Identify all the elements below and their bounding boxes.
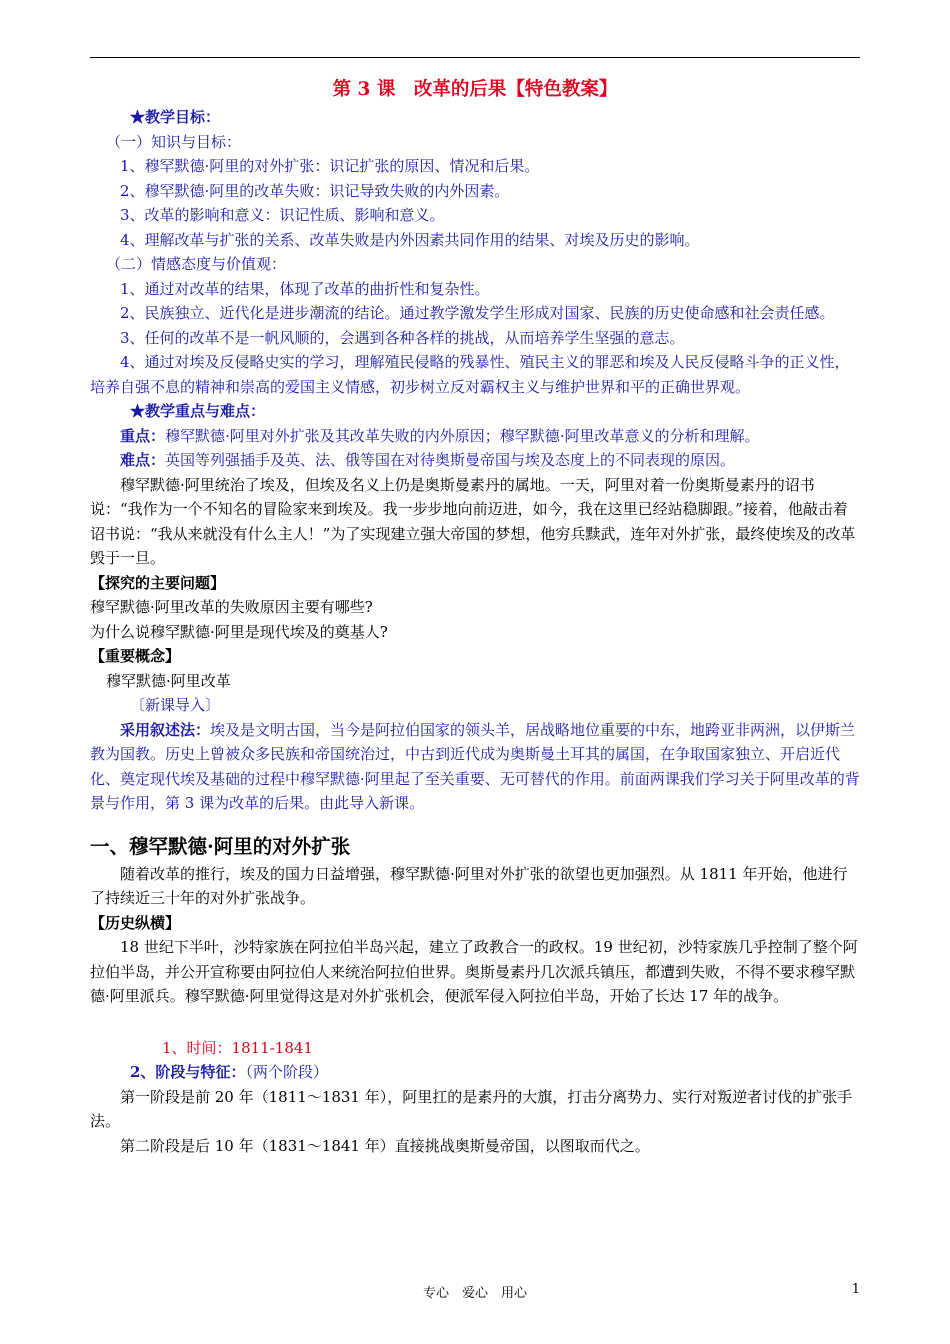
key-point-label: 重点： <box>120 426 166 445</box>
knowledge-item: 1、穆罕默德·阿里的对外扩张：识记扩张的原因、情况和后果。 <box>120 157 540 175</box>
difficult-point-label: 难点： <box>120 451 166 469</box>
spacer <box>90 816 860 832</box>
emotion-heading: （二）情感态度与价值观： <box>106 255 287 273</box>
narration-paragraph <box>90 718 860 816</box>
section-1-paragraph: 随着改革的推行，埃及的国力日益增强，穆罕默德·阿里对外扩张的欲望也更加强烈。从 1811 年开始，他进行了持续近三十年的对外扩张战争。 <box>90 864 848 907</box>
questions-heading: 【探究的主要问题】 <box>90 573 226 592</box>
knowledge-item: 4、理解改革与扩张的关系、改革失败是内外因素共同作用的结果、对埃及历史的影响。 <box>120 230 700 249</box>
concept-text: 穆罕默德·阿里改革 <box>106 671 231 690</box>
emotion-item: 3、任何的改革不是一帆风顺的，会遇到各种各样的挑战，从而培养学生坚强的意志。 <box>120 328 685 347</box>
difficult-point-text: 英国等列强插手及英、法、俄等国在对待奥斯曼帝国与埃及态度上的不同表现的原因。 <box>165 451 736 469</box>
key-point-paragraph <box>90 424 860 449</box>
history-heading: 【历史纵横】 <box>90 913 181 932</box>
footer-text: 专心 爱心 用心 <box>422 1286 527 1301</box>
key-point-text: 穆罕默德·阿里对外扩张及其改革失败的内外原因；穆罕默德·阿里改革意义的分析和理解。 <box>165 426 760 445</box>
key-points-heading: ★教学重点与难点： <box>130 402 266 420</box>
stage-label: 2、阶段与特征： <box>130 1063 246 1081</box>
new-lesson-label: 〔新课导入〕 <box>130 696 221 714</box>
time-line: 1、时间：1811-1841 <box>162 1038 313 1057</box>
stage-note: （两个阶段） <box>245 1063 328 1081</box>
spacer <box>90 1009 860 1036</box>
question-item: 为什么说穆罕默德·阿里是现代埃及的奠基人? <box>90 622 388 641</box>
document-title: 第 3 课 改革的后果【特色教案】 <box>332 79 618 100</box>
document-page <box>90 0 860 1344</box>
page-number: 1 <box>851 1282 860 1297</box>
knowledge-heading: （一）知识与目标： <box>106 132 242 151</box>
intro-paragraph: 穆罕默德·阿里统治了埃及，但埃及名义上仍是奥斯曼素丹的属地。一天，阿里对着一份奥斯曼素丹的诏书说：“我作为一个不知名的冒险家来到埃及。我一步步地向前迈进，如今，我在这里已经站稳脚跟。”接着，他敲击着诏书说：“我从来就没有什么主人！”为了实现建立强大帝国的梦想，他穷兵黩武，连年对外扩张，最终使埃及的改革毁于一旦。 <box>90 475 856 567</box>
stage-2-paragraph: 第二阶段是后 10 年（1831～1841 年）直接挑战奥斯曼帝国，以图取而代之。 <box>120 1136 650 1155</box>
difficult-point-paragraph <box>90 448 860 473</box>
page-footer <box>90 1282 860 1301</box>
stage-line <box>90 1060 860 1085</box>
narration-label: 采用叙述法： <box>120 720 211 739</box>
knowledge-item: 2、穆罕默德·阿里的改革失败：识记导致失败的内外因素。 <box>120 181 510 200</box>
narration-text: 埃及是文明古国，当今是阿拉伯国家的领头羊，居战略地位重要的中东，地跨亚非两洲，以伊斯兰教为国教。历史上曾被众多民族和帝国统治过，中古到近代成为奥斯曼土耳其的属国，在争取国家独立、开启近代化、奠定现代埃及基础的过程中穆罕默德·阿里起了至关重要、无可替代的作用。前面两课我们学习关于阿里改革的背景与作用，第 3 课为改革的后果。由此导入新课。 <box>90 720 860 812</box>
stage-1-paragraph: 第一阶段是前 20 年（1811～1831 年），阿里扛的是素丹的大旗，打击分离势力、实行对叛逆者讨伐的扩张手法。 <box>90 1087 853 1130</box>
knowledge-item: 3、改革的影响和意义：识记性质、影响和意义。 <box>120 206 445 224</box>
question-item: 穆罕默德·阿里改革的失败原因主要有哪些? <box>90 598 373 616</box>
history-paragraph: 18 世纪下半叶，沙特家族在阿拉伯半岛兴起，建立了政教合一的政权。19 世纪初，沙特家族几乎控制了整个阿拉伯半岛，并公开宣称要由阿拉伯人来统治阿拉伯世界。奥斯曼素丹几次派兵镇压，都遭到失败，不得不要求穆罕默德·阿里派兵。穆罕默德·阿里觉得这是对外扩张机会，便派军侵入阿拉伯半岛，开始了长达 17 年的战争。 <box>90 938 858 1005</box>
emotion-item: 1、通过对改革的结果，体现了改革的曲折性和复杂性。 <box>120 279 490 298</box>
document-body <box>90 75 860 1158</box>
emotion-item: 2、民族独立、近代化是进步潮流的结论。通过教学激发学生形成对国家、民族的历史使命感和社会责任感。 <box>120 304 835 322</box>
emotion-item: 4、通过对埃及反侵略史实的学习，理解殖民侵略的残暴性、殖民主义的罪恶和埃及人民反侵略斗争的正义性，培养自强不息的精神和崇高的爱国主义情感，初步树立反对霸权主义与维护世界和平的正确世界观。 <box>90 353 850 396</box>
concept-heading: 【重要概念】 <box>90 647 181 665</box>
header-rule <box>90 57 860 58</box>
section-1-heading: 一、穆罕默德·阿里的对外扩张 <box>90 834 351 858</box>
goals-heading: ★教学目标： <box>130 108 221 126</box>
